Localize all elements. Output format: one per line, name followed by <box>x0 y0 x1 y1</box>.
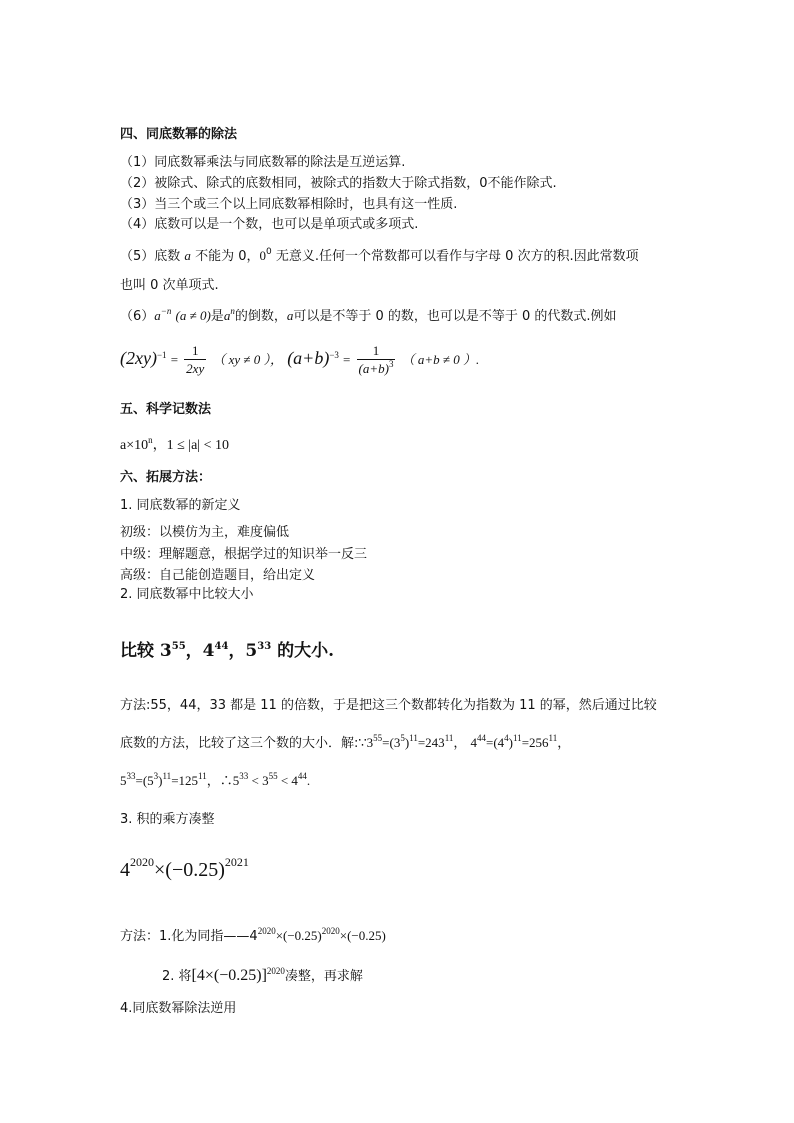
base: 5 <box>120 773 127 788</box>
list-item: （2）被除式、除式的底数相同，被除式的指数大于除式指数，0不能作除式. <box>120 176 557 191</box>
equals: = <box>170 352 179 367</box>
text: （5）底数 <box>120 249 181 264</box>
exponent: 2020 <box>257 926 276 936</box>
product-power-expression <box>120 855 249 881</box>
text: 底数的方法，比较了这三个数的大小．解:∵ <box>120 736 367 751</box>
method-line-3: $5^{33}=(5^3)^{11}=125^{11}$，$\therefore 5^{33} < 3^{55} < 4^{44}$. <box>120 771 311 788</box>
sub-heading: 2. 同底数幂中比较大小 <box>120 587 254 602</box>
text: =243 <box>417 735 445 750</box>
condition: (a ≠ 0) <box>175 308 211 323</box>
exponent: 11 <box>444 733 454 743</box>
exponent: 33 <box>126 771 136 781</box>
exponent: 3 <box>388 359 394 369</box>
section-6-title: 六、拓展方法： <box>120 470 212 485</box>
numerator: 1 <box>184 343 206 360</box>
exponent: 3 <box>153 771 159 781</box>
text: ×(−0.25) <box>275 928 322 943</box>
zero: 0 <box>259 248 266 263</box>
text: 可以是不等于 0 的数，也可以是不等于 0 的代数式.例如 <box>293 309 617 324</box>
text: < 3 <box>248 773 269 788</box>
fraction <box>357 343 396 378</box>
var-a: a <box>184 248 191 263</box>
text: =125 <box>171 773 199 788</box>
list-item: 中级：理解题意，根据学过的知识举一反三 <box>120 547 368 562</box>
text: 是 <box>210 309 224 324</box>
exponent: 11 <box>409 733 418 743</box>
exponent: −3 <box>329 350 339 360</box>
list-item: （4）底数可以是一个数，也可以是单项式或多项式. <box>120 217 419 232</box>
base: 3 <box>366 735 374 750</box>
equals: = <box>343 352 351 367</box>
exponent: 0 <box>265 247 272 257</box>
text: a×10 <box>120 438 149 453</box>
exponent: −n <box>160 306 172 316</box>
exponent: 44 <box>214 641 229 652</box>
exponent: 44 <box>477 733 486 743</box>
exponent: 11 <box>198 771 207 781</box>
denominator <box>357 360 396 378</box>
base: 4 <box>470 735 477 750</box>
text: . <box>306 773 311 788</box>
exponent: 11 <box>513 733 522 743</box>
text: ) <box>508 735 514 750</box>
fraction <box>184 343 206 378</box>
exponent: 33 <box>239 771 249 781</box>
exponent: n <box>230 306 235 316</box>
list-item-6 <box>120 307 617 326</box>
text: 无意义.任何一个常数都可以看作与字母 0 次方的积.因此常数项 <box>275 249 639 264</box>
condition: （ xy ≠ 0 ）， <box>212 352 284 367</box>
exponent: 11 <box>162 771 172 781</box>
var-a: a <box>286 308 294 323</box>
text: ) <box>404 735 410 750</box>
condition: （ a+b ≠ 0 ）. <box>401 352 480 367</box>
var-a: a <box>223 308 231 323</box>
exponent: 55 <box>171 641 186 652</box>
text: < 4 <box>277 773 298 788</box>
list-item: 初级：以模仿为主，难度偏低 <box>120 525 290 540</box>
exponent: 2020 <box>266 966 285 976</box>
exponent: n <box>148 435 153 445</box>
text: ，1 ≤ |a| < 10 <box>152 438 230 453</box>
expr: (2xy) <box>120 348 157 368</box>
var-a: a <box>154 308 161 323</box>
exponent: −1 <box>156 350 167 360</box>
exponent: 55 <box>268 771 278 781</box>
list-item: （3）当三个或三个以上同底数幂相除时，也具有这一性质. <box>120 197 458 212</box>
exponent: 44 <box>297 771 307 781</box>
sub-heading: 1. 同底数幂的新定义 <box>120 498 241 513</box>
text: ∴5 <box>219 773 240 788</box>
text: ，5 <box>228 641 258 661</box>
sub-heading: 3. 积的乘方凑整 <box>120 812 215 827</box>
method-step-1 <box>120 927 386 946</box>
text: 凑整，再求解 <box>284 969 363 984</box>
text: =(3 <box>382 735 401 750</box>
text: （6） <box>120 309 155 324</box>
examples-line <box>120 343 479 378</box>
exponent: 5 <box>400 733 405 743</box>
list-item: （1）同底数幂乘法与同底数幂的除法是互逆运算. <box>120 155 406 170</box>
text: 2. 将 <box>162 969 192 984</box>
list-item: 高级：自己能创造题目，给出定义 <box>120 568 316 583</box>
expr: (a+b) <box>287 348 330 368</box>
list-item-5-cont: 也叫 0 次单项式. <box>120 278 219 293</box>
text: 比较 3 <box>120 641 172 661</box>
base: 4 <box>120 859 130 881</box>
section-5-title: 五、科学记数法 <box>120 402 212 417</box>
sub-heading: 4.同底数幂除法逆用 <box>120 1001 237 1016</box>
method-step-2 <box>162 967 363 986</box>
text: ×(−0.25) <box>154 859 225 881</box>
denominator: 2xy <box>186 361 205 376</box>
text: ，4 <box>185 641 215 661</box>
denominator-base: (a+b) <box>358 361 389 376</box>
method-line-1: 方法:55，44，33 都是 11 的倍数，于是把这三个数都转化为指数为 11 的幂，然后通过比较 <box>120 698 657 713</box>
expr: [4×(−0.25)] <box>191 967 267 984</box>
exponent: 2020 <box>130 855 154 869</box>
method-line-2: 底数的方法，比较了这三个数的大小．解$:\because 3^{55}=(3^5)^{11}=243^{11}$， $4^{44}=(4^4)^{11}=256^{11}$， <box>120 733 571 751</box>
numerator: 1 <box>357 343 396 360</box>
exponent: 11 <box>548 733 558 743</box>
text: ×(−0.25) <box>339 928 386 943</box>
text: =256 <box>521 735 549 750</box>
text: 不能为 0， <box>195 249 260 264</box>
exponent: 33 <box>257 641 272 652</box>
text: 的大小. <box>271 641 335 661</box>
section-4-title: 四、同底数幂的除法 <box>120 127 238 142</box>
exponent: 4 <box>504 733 509 743</box>
text: 的倒数， <box>234 309 287 324</box>
equation <box>471 735 558 750</box>
text: =(5 <box>135 773 154 788</box>
text: =(4 <box>486 735 505 750</box>
text: ) <box>158 773 163 788</box>
exponent: 2020 <box>321 926 340 936</box>
compare-problem <box>120 642 334 660</box>
exponent: 2021 <box>224 855 249 869</box>
sci-notation-formula <box>120 437 229 455</box>
text: 方法：1.化为同指——4 <box>120 929 258 944</box>
list-item-5 <box>120 247 639 266</box>
equation <box>367 735 454 750</box>
exponent: 55 <box>373 733 383 743</box>
